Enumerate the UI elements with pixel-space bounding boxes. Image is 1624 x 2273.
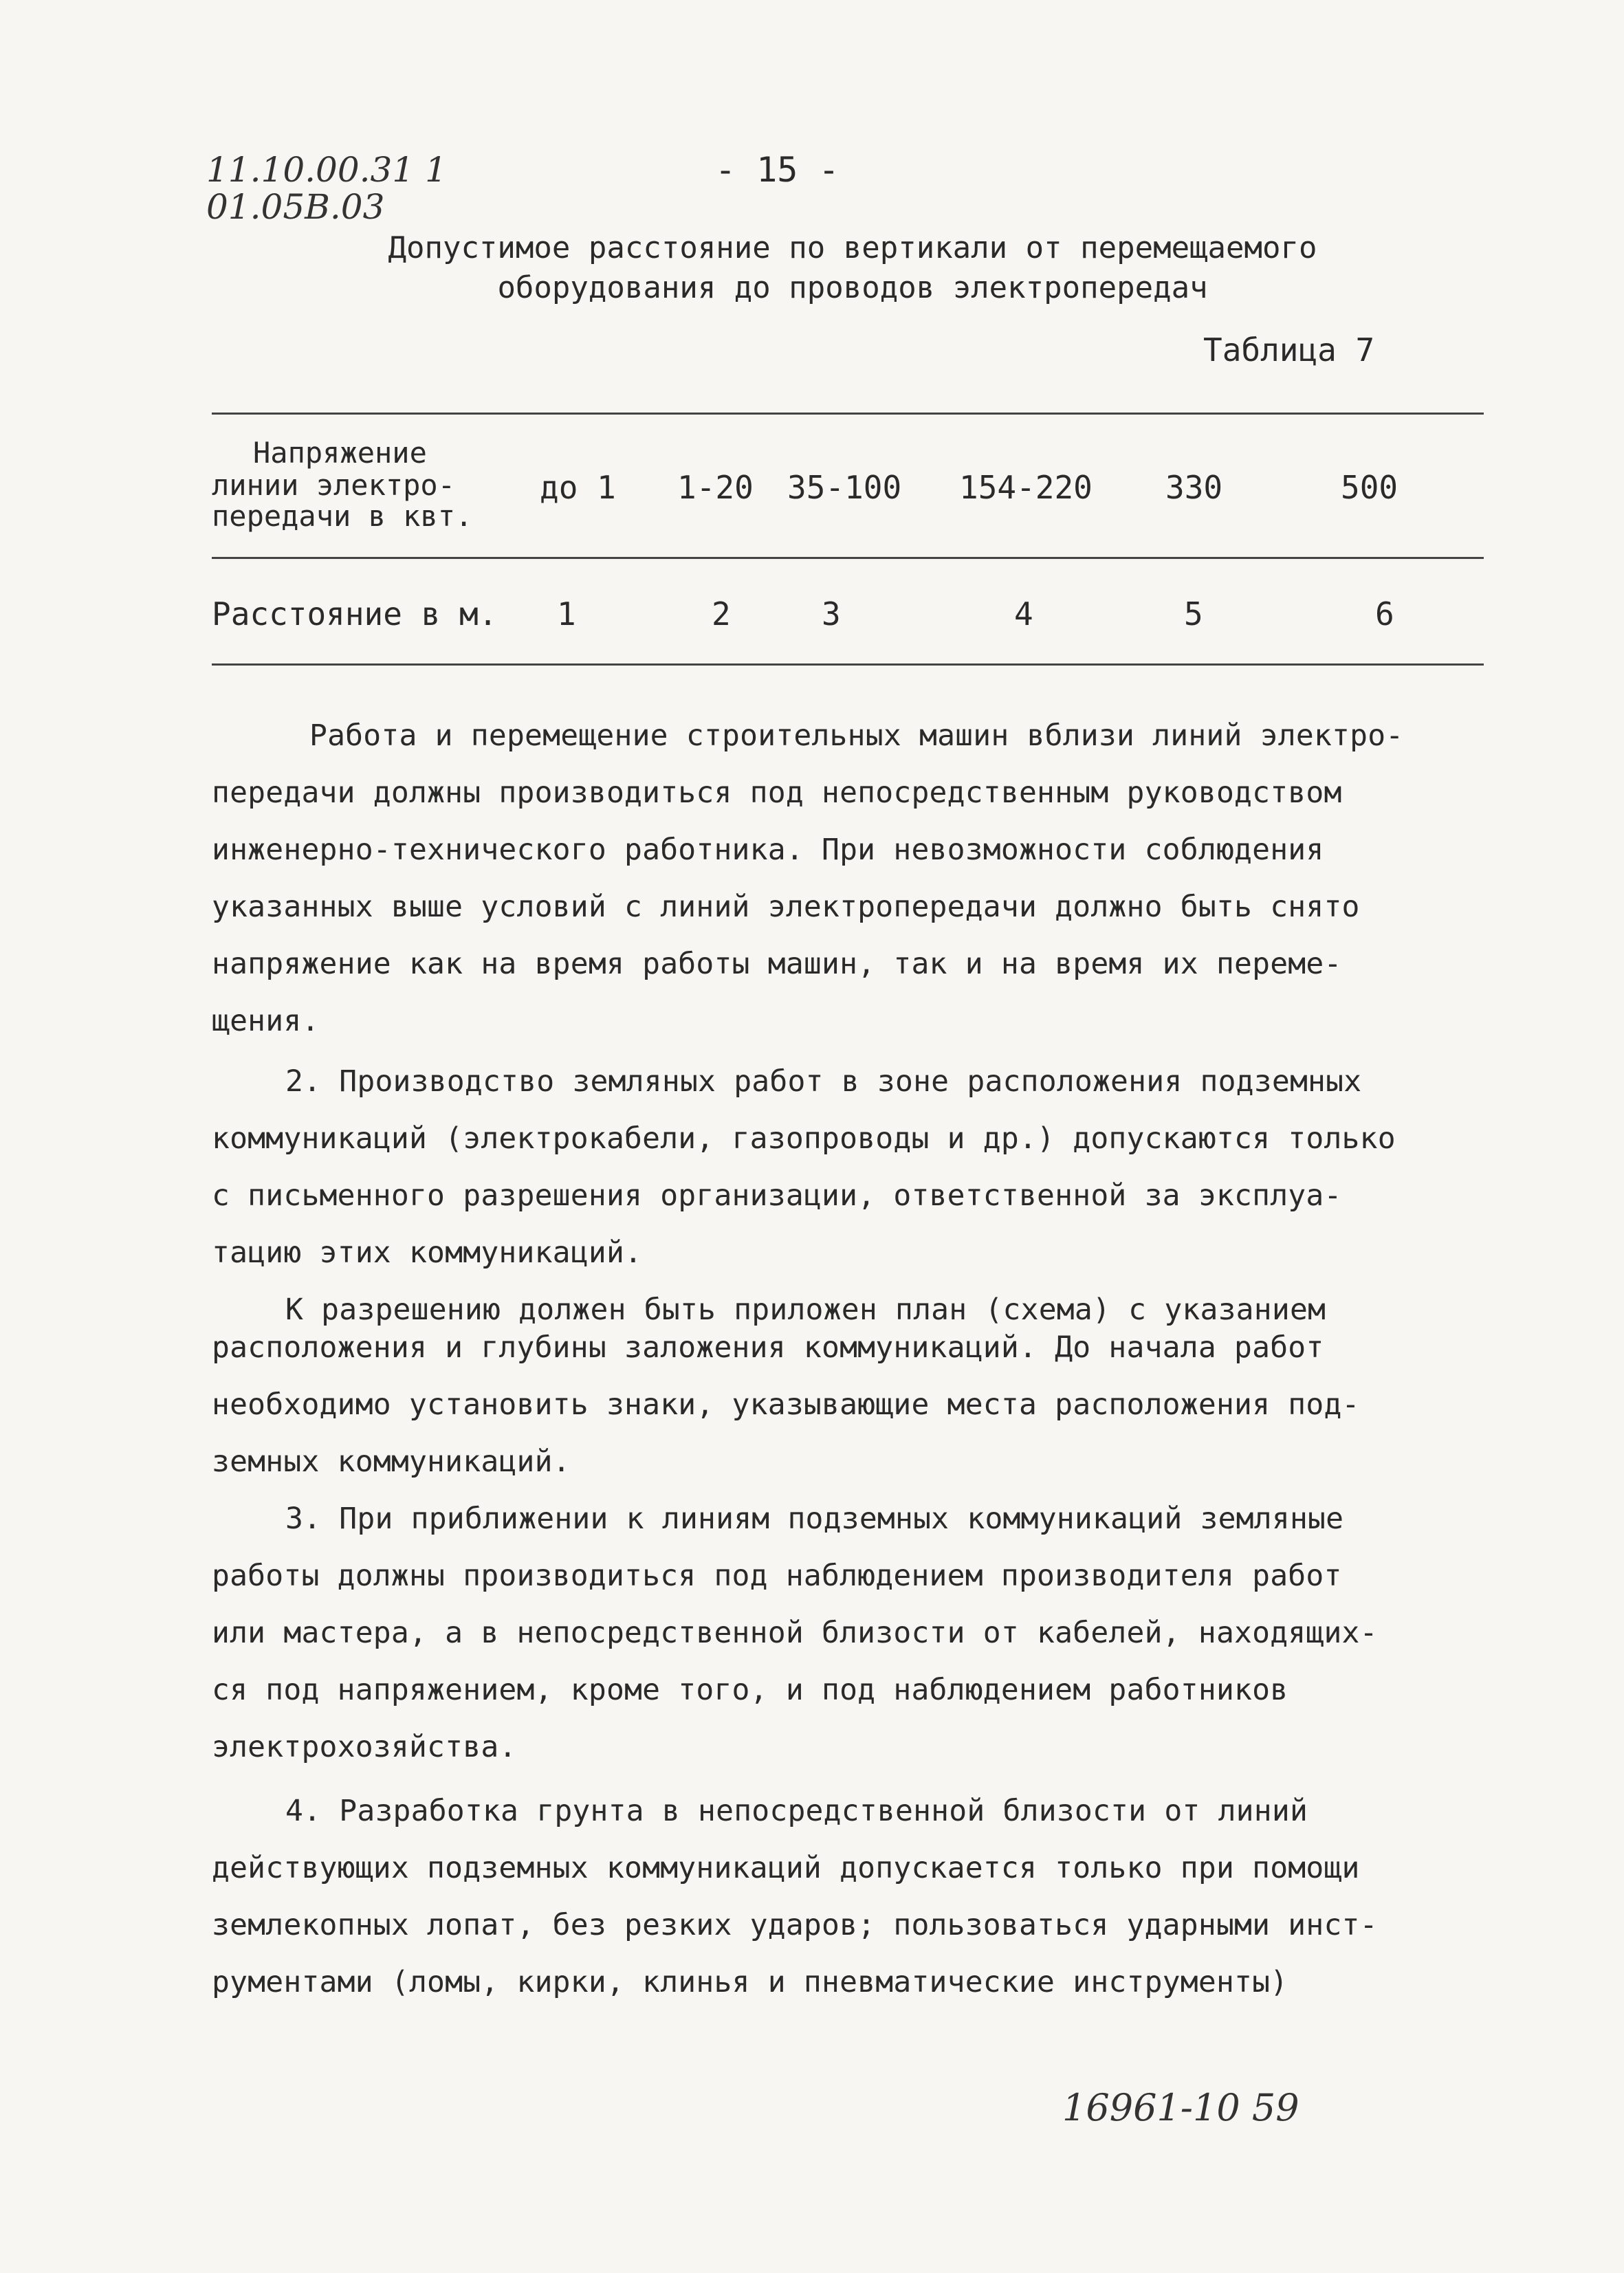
- body-line: К разрешению должен быть приложен план (схема) с указанием: [285, 1293, 1326, 1327]
- header-label-line1: Напряжение: [253, 436, 427, 470]
- archive-code: 16961-10 59: [1062, 2086, 1299, 2129]
- table-rule-bottom: [212, 663, 1484, 666]
- body-line: Работа и перемещение строительных машин вблизи линий электро-: [309, 718, 1404, 753]
- body-line: коммуникаций (электрокабели, газопроводы и др.) допускаются только: [212, 1121, 1396, 1156]
- body-line: необходимо установить знаки, указывающие места расположения под-: [212, 1387, 1360, 1422]
- body-line: инженерно-технического работника. При невозможности соблюдения: [212, 833, 1324, 867]
- body-line: землекопных лопат, без резких ударов; пользоваться ударными инст-: [212, 1908, 1378, 1942]
- body-line: 2. Производство земляных работ в зоне расположения подземных: [285, 1064, 1362, 1099]
- body-line: напряжение как на время работы машин, так и на время их переме-: [212, 947, 1342, 981]
- body-line: земных коммуникаций.: [212, 1445, 571, 1479]
- distance-cell: 2: [712, 595, 731, 633]
- distance-cell: 3: [822, 595, 841, 633]
- header-label-line2: линии электро-: [212, 468, 456, 502]
- document-code-line1: 11.10.00.31 1: [206, 150, 447, 190]
- voltage-cell: 500: [1341, 469, 1398, 506]
- voltage-cell: 154-220: [959, 469, 1093, 506]
- table-rule-middle: [212, 557, 1484, 559]
- document-code-line2: 01.05B.03: [206, 187, 385, 227]
- body-line: или мастера, а в непосредственной близости от кабелей, находящих-: [212, 1616, 1378, 1650]
- distance-cell: 4: [1014, 595, 1033, 633]
- voltage-cell: до 1: [540, 469, 616, 506]
- distance-row-label: Расстояние в м.: [212, 595, 498, 633]
- body-line: тацию этих коммуникаций.: [212, 1236, 643, 1270]
- body-line: 3. При приближении к линиям подземных коммуникаций земляные: [285, 1502, 1344, 1536]
- body-line: передачи должны производиться под непосредственным руководством: [212, 776, 1342, 810]
- body-line: с письменного разрешения организации, ответственной за эксплуа-: [212, 1178, 1342, 1213]
- body-line: действующих подземных коммуникаций допускается только при помощи: [212, 1851, 1360, 1885]
- body-line: электрохозяйства.: [212, 1730, 517, 1764]
- body-line: ся под напряжением, кроме того, и под наблюдением работников: [212, 1673, 1288, 1707]
- body-line: 4. Разработка грунта в непосредственной близости от линий: [285, 1794, 1308, 1828]
- table-title-line2: оборудования до проводов электропередач: [497, 270, 1208, 305]
- distance-cell: 6: [1375, 595, 1394, 633]
- body-line: указанных выше условий с линий электропередачи должно быть снято: [212, 890, 1360, 924]
- voltage-cell: 35-100: [787, 469, 902, 506]
- table-caption: Таблица 7: [1203, 331, 1375, 369]
- header-label-line3: передачи в квт.: [212, 499, 473, 533]
- distance-cell: 5: [1184, 595, 1203, 633]
- body-line: работы должны производиться под наблюдением производителя работ: [212, 1559, 1342, 1593]
- body-line: рументами (ломы, кирки, клинья и пневматические инструменты): [212, 1965, 1288, 1999]
- body-line: расположения и глубины заложения коммуникаций. До начала работ: [212, 1330, 1324, 1365]
- voltage-cell: 1-20: [677, 469, 754, 506]
- body-line: щения.: [212, 1004, 320, 1038]
- table-title-line1: Допустимое расстояние по вертикали от перемещаемого: [388, 230, 1317, 265]
- distance-cell: 1: [557, 595, 576, 633]
- page-number: - 15 -: [715, 150, 840, 190]
- voltage-cell: 330: [1165, 469, 1223, 506]
- table-rule-top: [212, 413, 1484, 415]
